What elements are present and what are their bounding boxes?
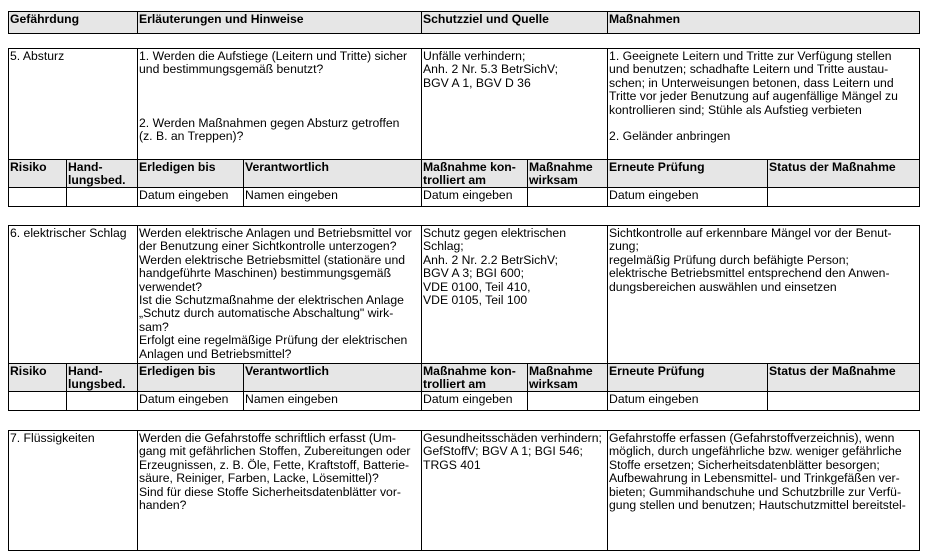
header-massnahmen: Maßnahmen	[608, 12, 920, 34]
measures-cell: 1. Geeignete Leitern und Tritte zur Verfügung stellen und benutzen; schadhafte Leitern und Tritte austau- schen; in Unterweisungen betonen, dass Leitern und Tritte vor jeder Benutzung auf augenfällige Mängel zu kontrollieren sind; Stühle als Aufstieg verbieten 2. Geländer anbringen	[608, 49, 920, 160]
protection-goal-cell: Schutz gegen elektrischen Schlag; Anh. 2 Nr. 2.2 BetrSichV; BGV A 3; BGI 600; VDE 0100, Teil 410, VDE 0105, Teil 100	[422, 226, 608, 364]
notes-cell: Werden elektrische Anlagen und Betriebsmittel vor der Benutzung einer Sichtkontrolle unterzogen? Werden elektrische Betriebsmittel (stationäre und handgeführte Maschinen) bestimmungsgemäß verwendet? Ist die Schutzmaßnahme der elektrischen Anlage „Schutz durch automatische Abschaltung" wirk- sam? Erfolgt eine regelmäßige Prüfung der elektrischen Anlagen und Betriebsmittel?	[138, 226, 422, 364]
label-status: Status der Maßnahme	[768, 364, 920, 392]
measures-cell: Gefahrstoffe erfassen (Gefahrstoffverzeichnis), wenn möglich, durch ungefährliche bzw. weniger gefährliche Stoffe ersetzen; Sicherheitsdatenblätter besorgen; Aufbewahrung in Lebensmittel- und Trinkgefäßen ver- bieten; Gummihandschuhe und Schutzbrille zur Verfü- gung stellen und benutzen; Hautschutzmittel bereitstel-	[608, 431, 920, 551]
erneute-pruefung-date-field[interactable]: Datum eingeben	[608, 188, 768, 207]
erledigen-bis-date-field[interactable]: Datum eingeben	[138, 392, 244, 411]
label-erneute-pruefung: Erneute Prüfung	[608, 160, 768, 188]
label-handlungsbed: Hand- lungsbed.	[67, 364, 138, 392]
protection-goal-cell: Unfälle verhindern; Anh. 2 Nr. 5.3 BetrSichV; BGV A 1, BGV D 36	[422, 49, 608, 160]
header-table	[8, 11, 920, 34]
kontrolliert-date-field[interactable]: Datum eingeben	[422, 392, 528, 411]
protection-goal-cell: Gesundheitsschäden verhindern; GefStoffV; BGV A 1; BGI 546; TRGS 401	[422, 431, 608, 551]
label-status: Status der Maßnahme	[768, 160, 920, 188]
label-verantwortlich: Verantwortlich	[244, 160, 422, 188]
status-field[interactable]	[768, 188, 920, 207]
status-field[interactable]	[768, 392, 920, 411]
label-erneute-pruefung: Erneute Prüfung	[608, 364, 768, 392]
notes-cell	[138, 49, 422, 160]
wirksam-field[interactable]	[528, 392, 608, 411]
notes-text-1: 1. Werden die Aufstiege (Leitern und Tritte) sicher und bestimmungsgemäß benutzt?	[139, 49, 408, 77]
verantwortlich-name-field[interactable]: Namen eingeben	[244, 392, 422, 411]
hazard-cell: 7. Flüssigkeiten	[9, 431, 138, 551]
label-verantwortlich: Verantwortlich	[244, 364, 422, 392]
label-risiko: Risiko	[9, 160, 67, 188]
handlungsbed-field[interactable]	[67, 188, 138, 207]
label-risiko: Risiko	[9, 364, 67, 392]
label-erledigen-bis: Erledigen bis	[138, 364, 244, 392]
header-erlaeuterungen: Erläuterungen und Hinweise	[138, 12, 422, 34]
header-gefaehrdung: Gefährdung	[9, 12, 138, 34]
notes-text-2: 2. Werden Maßnahmen gegen Absturz getroffen (z. B. an Treppen)?	[139, 115, 400, 144]
label-handlungsbed: Hand- lungsbed.	[67, 160, 138, 188]
handlungsbed-field[interactable]	[67, 392, 138, 411]
risiko-field[interactable]	[9, 392, 67, 411]
erneute-pruefung-date-field[interactable]: Datum eingeben	[608, 392, 768, 411]
risiko-field[interactable]	[9, 188, 67, 207]
label-kontrolliert: Maßnahme kon- trolliert am	[422, 364, 528, 392]
header-schutzziel: Schutzziel und Quelle	[422, 12, 608, 34]
wirksam-field[interactable]	[528, 188, 608, 207]
section-elektrischer-schlag	[8, 225, 920, 411]
verantwortlich-name-field[interactable]: Namen eingeben	[244, 188, 422, 207]
erledigen-bis-date-field[interactable]: Datum eingeben	[138, 188, 244, 207]
hazard-cell: 5. Absturz	[9, 49, 138, 160]
label-kontrolliert: Maßnahme kon- trolliert am	[422, 160, 528, 188]
hazard-cell: 6. elektrischer Schlag	[9, 226, 138, 364]
kontrolliert-date-field[interactable]: Datum eingeben	[422, 188, 528, 207]
label-wirksam: Maßnahme wirksam	[528, 160, 608, 188]
measures-cell: Sichtkontrolle auf erkennbare Mängel vor der Benut- zung; regelmäßig Prüfung durch befähigte Person; elektrische Betriebsmittel entsprechend den Anwen- dungsbereichen auswählen und einsetzen	[608, 226, 920, 364]
label-wirksam: Maßnahme wirksam	[528, 364, 608, 392]
label-erledigen-bis: Erledigen bis	[138, 160, 244, 188]
section-absturz	[8, 48, 920, 207]
notes-cell: Werden die Gefahrstoffe schriftlich erfasst (Um- gang mit gefährlichen Stoffen, Zubereitungen oder Erzeugnissen, z. B. Öle, Fette, Kraftstoff, Batterie- säure, Reiniger, Farben, Lacke, Lösemittel)? Sind für diese Stoffe Sicherheitsdatenblätter vor- handen?	[138, 431, 422, 551]
section-fluessigkeiten	[8, 430, 920, 551]
